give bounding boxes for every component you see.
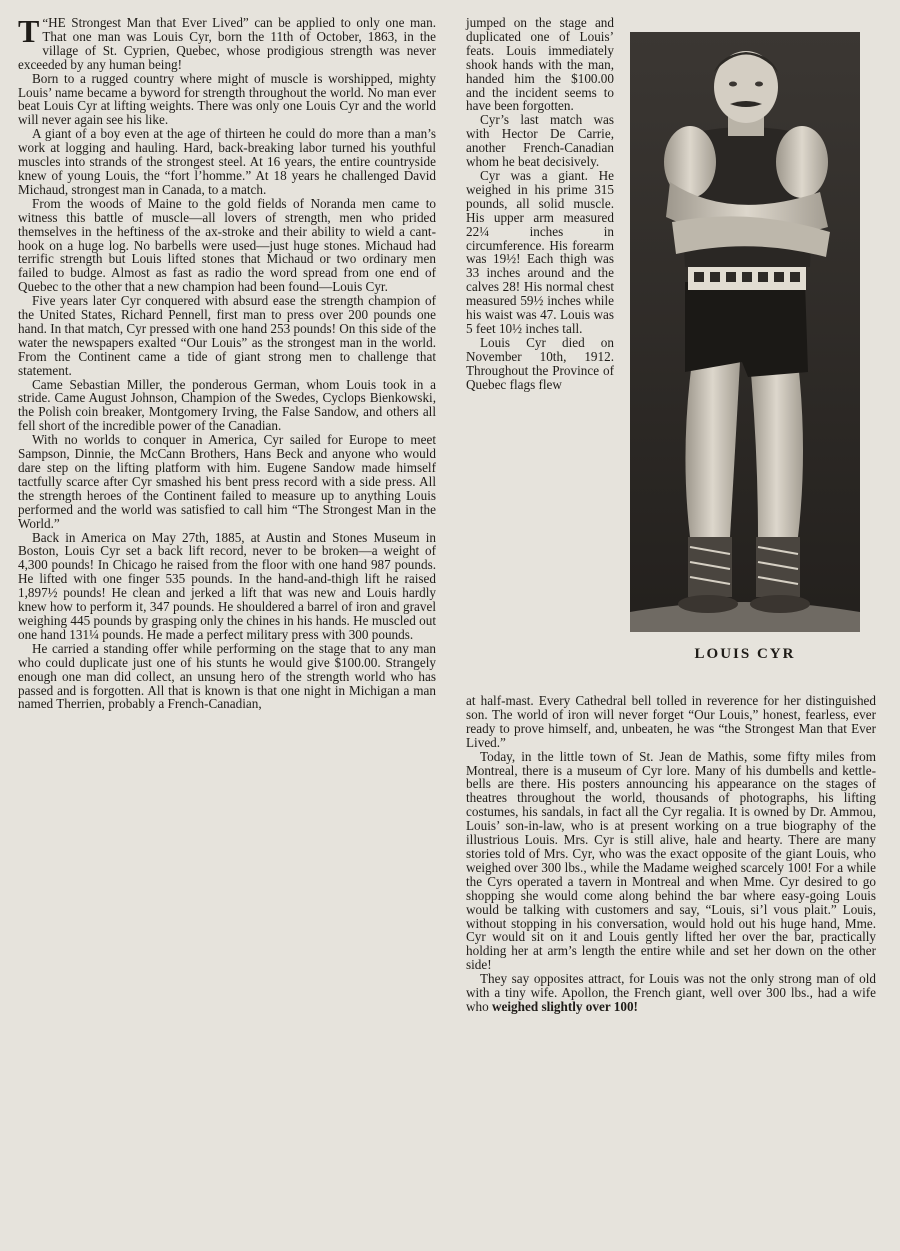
article-right-wide-column — [466, 694, 876, 1014]
strongman-photo — [630, 32, 860, 632]
article-paragraph: Back in America on May 27th, 1885, at Austin and Stones Museum in Boston, Louis Cyr set a back lift record, never to be broken—a weight of 4,300 pounds! In Chicago he raised from the floor with one hand 987 pounds. He lifted with one finger 535 pounds. In the hand-and-thigh lift he raised 1,897½ pounds! He clean and jerked a lift that was new and Louis hardly knew how to perform it, 347 pounds. He shouldered a barrel of iron and gravel weighing 445 pounds by grasping only the chines in his hands. He muscled out one hand 131¼ pounds. He made a perfect military press with 300 pounds. — [18, 529, 436, 642]
article-paragraph: Came Sebastian Miller, the ponderous German, whom Louis took in a stride. Came August Johnson, Champion of the Swedes, Cyclops Bienkowski, the Polish coin breaker, Montgomery Irving, the False Sandow, and others all fell short of the incredible power of the Canadian. — [18, 376, 436, 434]
strongman-figure-image — [630, 32, 860, 632]
paragraph-text: They say opposites attract, for Louis was not the only strong man of old with a tiny wife. Apollon, the French giant, well over 300 lbs., had a wife who — [466, 971, 876, 1014]
article-paragraph: From the woods of Maine to the gold fields of Noranda men came to witness this battle of muscle—all lovers of strength, men who prided themselves in the heftiness of the ax-stroke and their ability to wield a cant-hook on a huge log. No barbells were used—just huge stones. Michaud had terrific strength but Louis lifted stones that Michaud or two ordinary men failed to budge. Almost as fast as radio the word spread from one end of Quebec to the other that a new champion had been found—Louis Cyr. — [18, 195, 436, 295]
article-paragraph: Born to a rugged country where might of muscle is worshipped, mighty Louis’ name became a byword for strength throughout the world. No man ever beat Louis Cyr at lifting weights. There was only one Louis Cyr and the world will never again see his like. — [18, 70, 436, 128]
article-paragraph — [18, 13, 436, 72]
article-paragraph: Cyr’s last match was with Hector De Carrie, another French-Canadian whom he beat decisively. — [466, 112, 614, 170]
article-paragraph: Five years later Cyr conquered with absurd ease the strength champion of the United States, Richard Pennell, first man to press over 200 pounds one hand. In that match, Cyr pressed with one hand 253 pounds! On this side of the water the newspapers exalted “Our Louis” as the strongest man in the world. From the Continent came a tide of giant strong men to challenge that statement. — [18, 293, 436, 378]
photo-caption: LOUIS CYR — [694, 646, 796, 662]
article-paragraph: at half-mast. Every Cathedral bell tolled in reverence for her distinguished son. The world of iron will never forget “Our Louis,” honest, fearless, ever ready to prove himself, and, unbeaten, he was “the Strongest Man that Ever Lived.” — [466, 693, 876, 750]
article-left-column — [18, 13, 436, 712]
opening-quote: “ — [42, 15, 49, 30]
article-paragraph: jumped on the stage and duplicated one of Louis’ feats. Louis immediately shook hands with the man, handed him the $100.00 and the incident seems to have been forgotten. — [466, 15, 614, 114]
article-paragraph: Louis Cyr died on November 10th, 1912. Throughout the Province of Quebec flags flew — [466, 334, 614, 392]
article-paragraph: A giant of a boy even at the age of thirteen he could do more than a man’s work at logging and hauling. Hard, back-breaking labor turned his youthful muscles into strands of the strongest steel. At 16 years, the entire countryside knew of young Louis, the “fort l’homme.” At 18 years he challenged David Michaud, strongest man in Canada, to a match. — [18, 126, 436, 197]
article-paragraph: Cyr was a giant. He weighed in his prime 315 pounds, all solid muscle. His upper arm measured 22¼ inches in circumference. His forearm was 19½! Each thigh was 33 inches around and the calves 28! His normal chest measured 59½ inches while his waist was 47. Louis was 5 feet 10½ inches tall. — [466, 167, 614, 336]
paragraph-text: HE Strongest Man that Ever Lived” can be applied to only one man. That one man was Louis Cyr, born the 11th of October, 1863, in the village of St. Cyprien, Quebec, whose prodigious strength was never exceeded by any human being! — [18, 15, 436, 72]
article-paragraph — [466, 972, 876, 1014]
article-paragraph: With no worlds to conquer in America, Cyr sailed for Europe to meet Sampson, Dinnie, the McCann Brothers, Hans Beck and anyone who would dare step on the lifting platform with him. Eugene Sandow made himself tactfully scarce after Cyr smashed his bent press record with a side press. All the strength heroes of the Continent failed to measure up to anything Louis performed and the world was satisfied to call him “The Strongest Man in the World.” — [18, 432, 436, 531]
article-paragraph: He carried a standing offer while performing on the stage that to any man who could duplicate just one of his stunts he would give $100.00. Strangely enough one man did collect, an unsung hero of the strength world who has passed and is forgotten. All that is known is that one night in Michigan a man named Therrien, probably a French-Canadian, — [18, 640, 436, 712]
article-right-narrow-column — [466, 16, 614, 391]
drop-cap: T — [18, 13, 40, 49]
closing-emphasis: weighed slightly over 100! — [492, 998, 638, 1014]
article-paragraph: Today, in the little town of St. Jean de Mathis, some fifty miles from Montreal, there is a museum of Cyr lore. Many of his dumbells and kettle-bells are there. His posters announcing his appearance on the stages of theatres throughout the world, thousands of photographs, his lifting costumes, his sandals, in fact all the Cyr regalia. It is owned by Dr. Ammou, Louis’ son-in-law, who is at present working on a true biography of the illustrious Louis. Mrs. Cyr is still alive, hale and hearty. There are many stories told of Mrs. Cyr, who was the exact opposite of the giant Louis, who weighed over 300 lbs., while the Madame weighed scarcely 100! For a while the Cyrs operated a tavern in Montreal and when Mme. Cyr desired to go shopping she would come along behind the bar where easy-going Louis would be talking with customers and say, “Louis, si’l vous plait.” Louis, without stopping in his conversation, would hold out his huge hand, Mme. Cyr would sit on it and Louis gently lifted her over the bar, practically holding her at arm’s length the entire while and set her down on the other side! — [466, 748, 876, 973]
